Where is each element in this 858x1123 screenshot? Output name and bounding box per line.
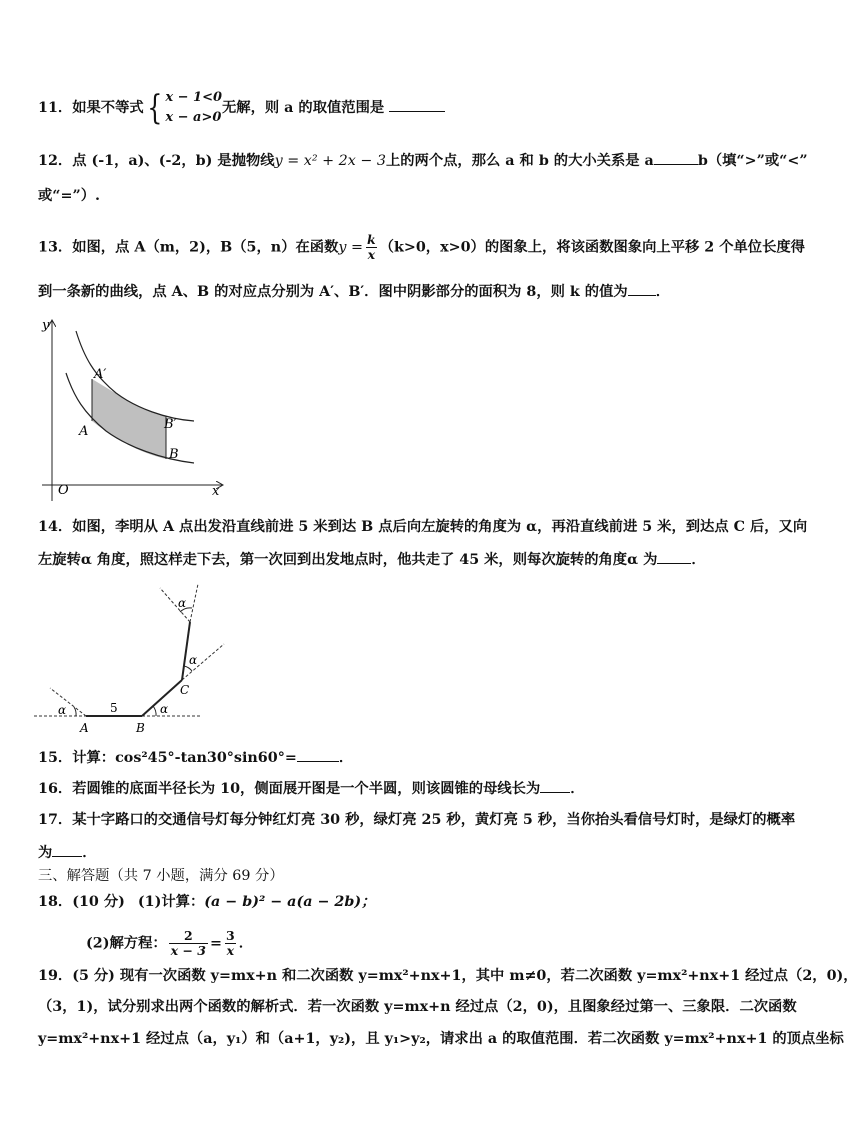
q18-part2 <box>86 929 253 958</box>
fraction-2-den: x <box>226 943 235 958</box>
fraction-1-den: x − 3 <box>170 943 206 958</box>
fraction-2 <box>224 929 237 958</box>
q13-text-a: 13．如图，点 A（m，2)，B（5，n）在函数 <box>38 239 339 256</box>
label-alpha-d: α <box>178 596 187 610</box>
q11 <box>38 88 445 128</box>
label-a-prime: A′ <box>94 367 107 382</box>
q19-line3: y=mx²+nx+1 经过点（a，y₁）和（a+1，y₂)，且 y₁>y₂，请求出 a 的取值范围．若二次函数 y=mx²+nx+1 的顶点坐标 <box>38 1031 844 1047</box>
q18-part1-expression: (a − b)² − a(a − 2b)； <box>204 894 376 910</box>
label-a-point: A <box>80 721 89 735</box>
q12-line1 <box>38 150 808 171</box>
shaded-region <box>92 379 166 459</box>
q15 <box>38 747 353 768</box>
q15-text: 15．计算：cos²45°-tan30°sin60°= <box>38 750 297 766</box>
k-over-x-fraction <box>365 233 378 262</box>
dashed-ray-a <box>50 688 86 716</box>
q18-part1 <box>38 892 375 912</box>
q16-text: 16．若圆锥的底面半径长为 10，侧面展开图是一个半圆，则该圆锥的母线长为 <box>38 781 541 797</box>
answer-blank[interactable] <box>52 842 82 857</box>
fraction-1-num: 2 <box>183 928 193 943</box>
q11-suffix: 无解，则 a 的取值范围是 <box>222 100 385 116</box>
inequality-1: x − 1<0 <box>165 90 223 105</box>
answer-blank[interactable] <box>540 778 570 793</box>
label-y: y <box>42 318 50 333</box>
label-a: A <box>79 424 89 439</box>
q17-line1: 17．某十字路口的交通信号灯每分钟红灯亮 30 秒，绿灯亮 25 秒，黄灯亮 5 秒，当你抬头看信号灯时，是绿灯的概率 <box>38 812 796 828</box>
dashed-extension-d <box>190 584 198 622</box>
q19-line1: 19．(5 分) 现有一次函数 y=mx+n 和二次函数 y=mx²+nx+1，其中 m≠0，若二次函数 y=mx²+nx+1 经过点（2，0)， <box>38 968 858 984</box>
label-five: 5 <box>110 701 118 715</box>
q14-line1: 14．如图，李明从 A 点出发沿直线前进 5 米到达 B 点后向左旋转的角度为 α，再沿直线前进 5 米，到达点 C 后，又向 <box>38 519 808 535</box>
answer-blank[interactable] <box>657 549 691 564</box>
frac-numerator: k <box>367 232 376 247</box>
hyperbola-figure <box>36 313 236 503</box>
q18-part1-label: (1)计算： <box>137 894 205 910</box>
label-b-prime: B′ <box>164 417 177 432</box>
label-alpha-a: α <box>58 703 67 717</box>
q14-end: ． <box>691 552 706 568</box>
q16 <box>38 778 585 799</box>
q17-text: 为 <box>38 845 53 861</box>
q17-end: ． <box>82 845 97 861</box>
q11-prefix: 11．如果不等式 <box>38 100 144 116</box>
q18-part2-end: ． <box>238 935 253 952</box>
q17-line2 <box>38 842 97 863</box>
q19-line2: （3，1)，试分别求出两个函数的解析式．若一次函数 y=mx+n 经过点（2，0)，且图象经过第一、三象限．二次函数 <box>38 999 797 1015</box>
label-alpha-b: α <box>160 702 169 716</box>
rotation-path-figure <box>34 582 234 738</box>
label-c-point: C <box>180 683 190 697</box>
label-alpha-c: α <box>189 653 198 667</box>
q14-text: 左旋转α 角度，照这样走下去，第一次回到出发地点时，他共走了 45 米，则每次旋转的角度α 为 <box>38 552 658 568</box>
label-b-point: B <box>136 721 145 735</box>
answer-blank[interactable] <box>628 281 656 296</box>
section-heading: 三、解答题（共 7 小题，满分 69 分） <box>38 868 284 884</box>
q18-head: 18．(10 分) <box>38 894 125 910</box>
q12-line2: 或“=”）. <box>38 188 100 204</box>
q16-end: ． <box>570 781 585 797</box>
q13-text-c: 到一条新的曲线，点 A、B 的对应点分别为 A′、B′．图中阴影部分的面积为 8，则 k 的值为 <box>38 284 628 300</box>
answer-blank[interactable] <box>297 747 339 762</box>
q12-text-c: b（填“>”或“<” <box>697 153 808 169</box>
label-x: x <box>212 484 220 499</box>
equals-sign: = <box>210 935 222 952</box>
system-brace: { <box>146 88 163 128</box>
answer-blank[interactable] <box>654 150 698 165</box>
segment-cd <box>182 622 190 680</box>
q13-text-b: （k>0，x>0）的图象上，将该函数图象向上平移 2 个单位长度得 <box>379 239 805 256</box>
fraction-2-num: 3 <box>225 928 235 943</box>
label-b: B <box>169 447 179 462</box>
q13-line1 <box>38 233 805 262</box>
q14-line2 <box>38 549 706 570</box>
angle-arc-b <box>153 706 156 716</box>
function-y-eq: y = <box>338 239 363 256</box>
q18-part2-label: (2)解方程： <box>86 935 167 952</box>
q15-end: ． <box>338 750 354 766</box>
frac-denominator: x <box>367 247 376 262</box>
label-origin: O <box>58 483 69 498</box>
q13-end: ． <box>655 284 670 300</box>
answer-blank[interactable] <box>389 97 445 112</box>
q13-line2 <box>38 281 670 302</box>
inequality-system <box>165 88 222 128</box>
fraction-1 <box>169 929 208 958</box>
q12-text-a: 12．点 (-1，a)、(-2，b) 是抛物线 <box>38 153 275 169</box>
parabola-equation: y = x² + 2x − 3 <box>274 153 386 169</box>
q12-text-b: 上的两个点，那么 a 和 b 的大小关系是 a <box>385 153 654 169</box>
inequality-2: x − a>0 <box>165 110 222 125</box>
